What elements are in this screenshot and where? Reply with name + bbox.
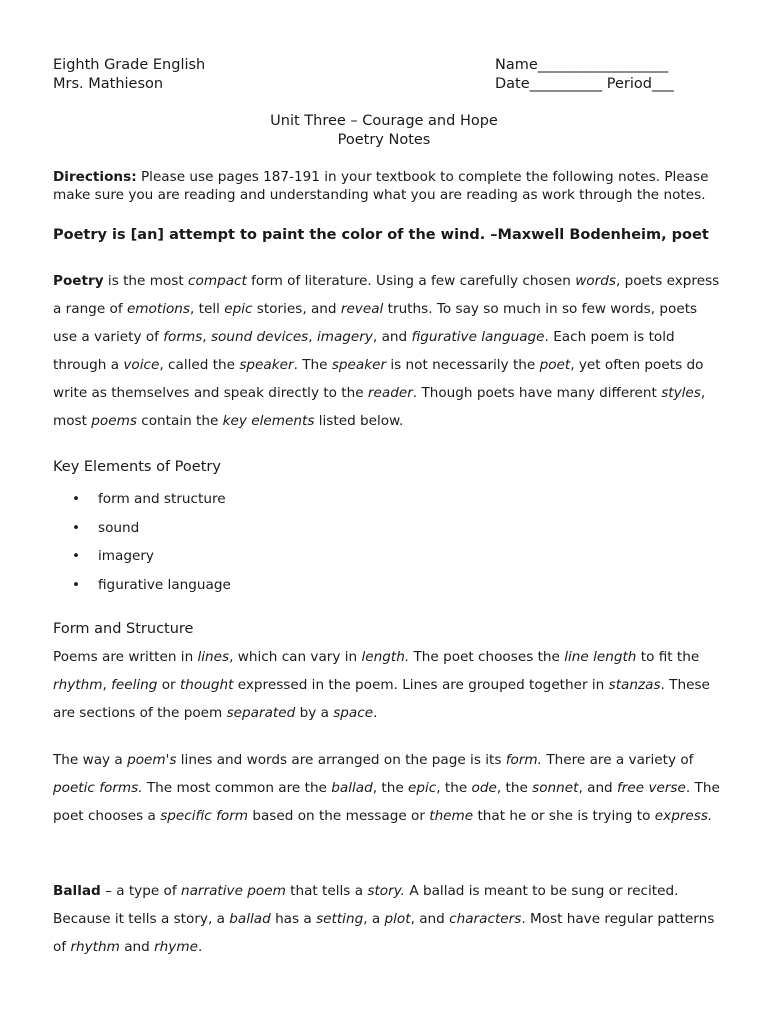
list-item: • form and structure [72,485,231,514]
form-paragraph-2: The way a poem's lines and words are arranged on the page is its form. There are a variety of poetic forms. The most common are the ballad, the epic, the ode, the sonnet, and free verse. The poet chooses a specific form based on the message or theme that he or she is trying to express. [53,752,720,824]
bullet-icon: • [72,576,81,593]
poetry-paragraph: Poetry is the most compact form of literature. Using a few carefully chosen words, poets express a range of emotions, tell epic stories, and reveal truths. To say so much in so few words, poets use a variety of forms, sound devices, imagery, and figurative language. Each poem is told through a voice, called the speaker. The speaker is not necessarily the poet, yet often poets do write as themselves and speak directly to the reader. Though poets have many different styles, most poems contain the key elements listed below. [53,273,720,429]
key-elements-heading: Key Elements of Poetry [53,459,221,475]
bullet-icon: • [72,491,81,507]
bullet-icon: • [72,548,81,564]
date-period-field: Date__________ Period___ [495,76,674,92]
notes-title: Poetry Notes [337,132,431,148]
course-name: Eighth Grade English [53,57,206,73]
bullet-icon: • [72,519,81,536]
teacher-name: Mrs. Mathieson [53,76,164,92]
header-right [495,56,674,94]
key-elements-list [72,485,231,599]
ballad-paragraph: Ballad – a type of narrative poem that tells a story. A ballad is meant to be sung or recited. Because it tells a story, a ballad has a setting, a plot, and characters. Most have regular patterns of rhythm and rhyme. [53,883,715,955]
name-field: Name__________________ [495,57,669,73]
header-left [53,56,205,94]
form-structure-heading: Form and Structure [53,621,194,637]
poetry-quote: Poetry is [an] attempt to paint the color of the wind. –Maxwell Bodenheim, poet [53,227,709,243]
directions-label: Directions: [53,169,137,185]
list-item: • figurative language [72,571,231,600]
list-item: • imagery [72,542,231,571]
directions [53,168,723,204]
form-paragraph-1: Poems are written in lines, which can vary in length. The poet chooses the line length to fit the rhythm, feeling or thought expressed in the poem. Lines are grouped together in stanzas. These are sections of the poem separated by a space. [53,649,710,721]
unit-title: Unit Three – Courage and Hope [270,113,498,129]
list-item: • sound [72,514,231,543]
directions-text: Please use pages 187-191 in your textbook to complete the following notes. Please make sure you are reading and understanding what you are reading as work through the notes. [53,169,709,203]
